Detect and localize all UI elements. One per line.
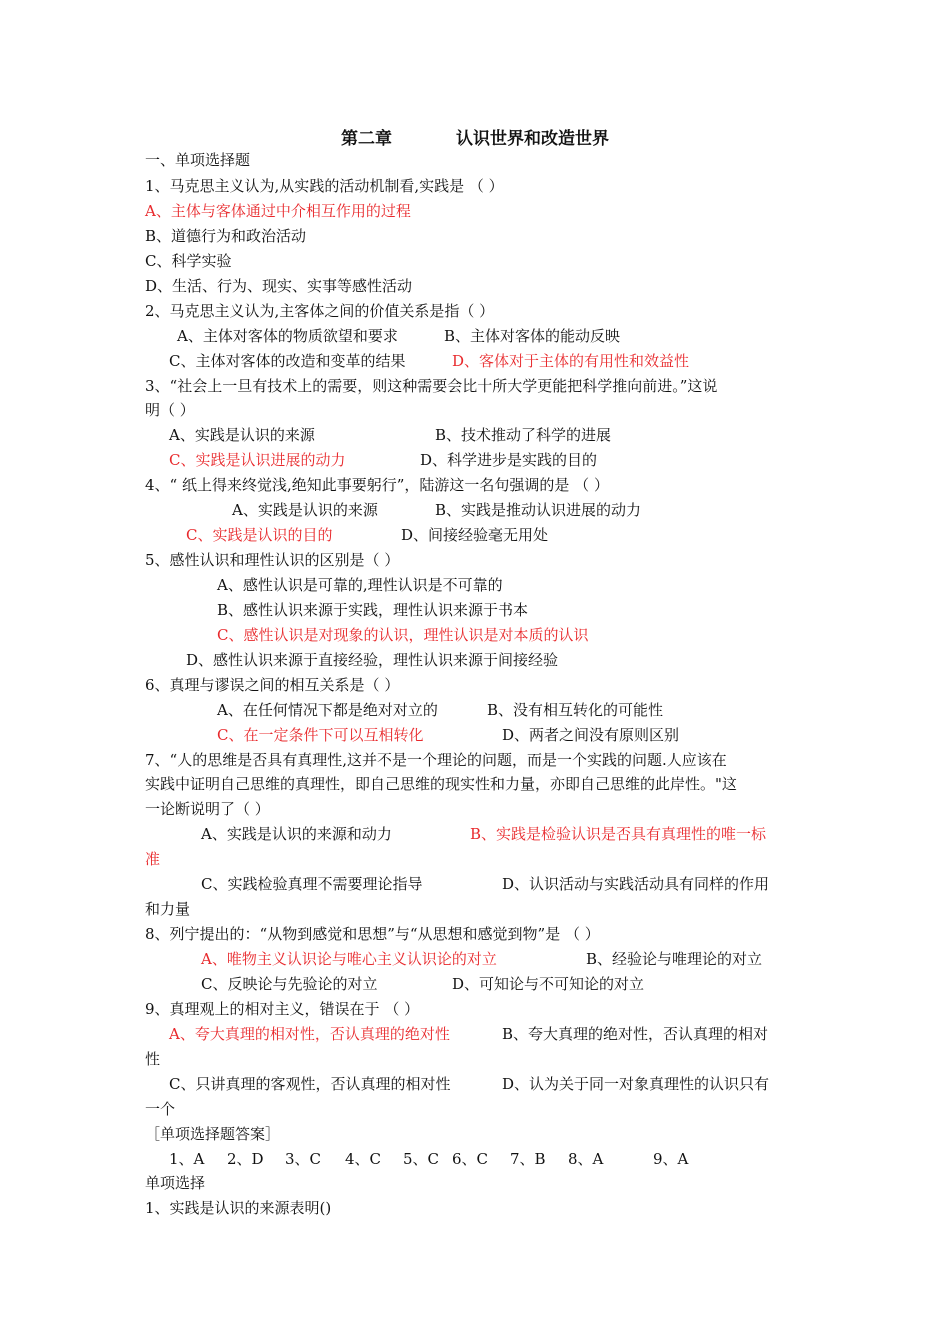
question-5-option-d: D、感性认识来源于直接经验，理性认识来源于间接经验	[186, 651, 559, 669]
question-3-option-a: A、实践是认识的来源	[169, 426, 315, 444]
answer-item: 4、C	[345, 1150, 382, 1168]
question-6-option-b: B、没有相互转化的可能性	[487, 701, 664, 719]
answer-item: 3、C	[285, 1150, 322, 1168]
question-2-option-c: C、主体对客体的改造和变革的结果	[169, 352, 406, 370]
question-6-option-c: C、在一定条件下可以互相转化	[217, 726, 424, 744]
question-7-option-c: C、实践检验真理不需要理论指导	[201, 875, 423, 893]
question-8-option-c: C、反映论与先验论的对立	[201, 975, 378, 993]
question-7-stem-line-2: 实践中证明自己思维的真理性，即自己思维的现实性和力量，亦即自己思维的此岸性。"这	[145, 775, 737, 793]
answer-item: 2、D	[227, 1150, 264, 1168]
question-2-option-d: D、客体对于主体的有用性和效益性	[452, 352, 690, 370]
chapter-name: 认识世界和改造世界	[456, 129, 609, 149]
chapter-title	[0, 124, 950, 149]
question-9-option-d-line-1: D、认为关于同一对象真理性的认识只有	[502, 1075, 770, 1093]
question-7-option-b-line-2: 准	[145, 850, 161, 868]
question-8-option-a: A、唯物主义认识论与唯心主义认识论的对立	[201, 950, 497, 968]
question-5-stem: 5、感性认识和理性认识的区别是（ ）	[145, 551, 400, 569]
question-7-stem-line-1: 7、“人的思维是否具有真理性,这并不是一个理论的问题，而是一个实践的问题.人应该在	[145, 751, 727, 769]
question-1-stem: 1、马克思主义认为,从实践的活动机制看,实践是 （ ）	[145, 177, 504, 195]
answer-item: 9、A	[653, 1150, 689, 1168]
question-6-stem: 6、真理与谬误之间的相互关系是（ ）	[145, 676, 400, 694]
question-2-option-a: A、主体对客体的物质欲望和要求	[177, 327, 398, 345]
answer-item: 1、A	[169, 1150, 205, 1168]
question-9-option-b-line-1: B、夸大真理的绝对性，否认真理的相对	[502, 1025, 769, 1043]
question-7-option-d-line-2: 和力量	[145, 900, 191, 918]
question-3-stem-line-1: 3、“社会上一旦有技术上的需要，则这种需要会比十所大学更能把科学推向前进。”这说	[145, 377, 718, 395]
question-7-option-d-line-1: D、认识活动与实践活动具有同样的作用	[502, 875, 770, 893]
question-1-option-d: D、生活、行为、现实、实事等感性活动	[145, 277, 413, 295]
answer-item: 6、C	[452, 1150, 489, 1168]
question-7-stem-line-3: 一论断说明了（ ）	[145, 800, 270, 818]
question-9-option-c: C、只讲真理的客观性，否认真理的相对性	[169, 1075, 451, 1093]
answer-item: 5、C	[403, 1150, 440, 1168]
question-6-option-a: A、在任何情况下都是绝对对立的	[217, 701, 438, 719]
question-4-option-c: C、实践是认识的目的	[186, 526, 333, 544]
question-1-option-b: B、道德行为和政治活动	[145, 227, 307, 245]
question-7-option-a: A、实践是认识的来源和动力	[201, 825, 392, 843]
question-3-option-c: C、实践是认识进展的动力	[169, 451, 346, 469]
question-5-option-a: A、感性认识是可靠的,理性认识是不可靠的	[217, 576, 503, 594]
chapter-number: 第二章	[341, 129, 392, 149]
question-3-option-d: D、科学进步是实践的目的	[420, 451, 598, 469]
question-9-option-b-line-2: 性	[145, 1050, 161, 1068]
question-4-option-a: A、实践是认识的来源	[232, 501, 378, 519]
question-8-option-d: D、可知论与不可知论的对立	[452, 975, 645, 993]
question-9-option-d-line-2: 一个	[145, 1100, 176, 1118]
question-6-option-d: D、两者之间没有原则区别	[502, 726, 680, 744]
section-heading: 一、单项选择题	[145, 151, 251, 169]
question-2-stem: 2、马克思主义认为,主客体之间的价值关系是指（ ）	[145, 302, 495, 320]
question-1-option-a: A、主体与客体通过中介相互作用的过程	[145, 202, 411, 220]
question-4-option-b: B、实践是推动认识进展的动力	[435, 501, 642, 519]
question-9-stem: 9、真理观上的相对主义，错误在于 （ ）	[145, 1000, 420, 1018]
answer-item: 7、B	[510, 1150, 546, 1168]
next-question-1-stem: 1、实践是认识的来源表明()	[145, 1199, 332, 1217]
answers-heading: ［单项选择题答案］	[145, 1125, 281, 1143]
question-8-option-b: B、经验论与唯理论的对立	[586, 950, 763, 968]
question-9-option-a: A、夸大真理的相对性，否认真理的绝对性	[169, 1025, 450, 1043]
next-section-heading: 单项选择	[145, 1174, 206, 1192]
answer-item: 8、A	[568, 1150, 604, 1168]
question-4-stem: 4、“ 纸上得来终觉浅,绝知此事要躬行”，陆游这一名句强调的是 （ ）	[145, 476, 609, 494]
question-3-stem-line-2: 明（ ）	[145, 401, 195, 419]
question-7-option-b-line-1: B、实践是检验认识是否具有真理性的唯一标	[470, 825, 767, 843]
question-8-stem: 8、列宁提出的：“从物到感觉和思想”与“从思想和感觉到物”是 （ ）	[145, 925, 600, 943]
question-5-option-c: C、感性认识是对现象的认识，理性认识是对本质的认识	[217, 626, 589, 644]
question-2-option-b: B、主体对客体的能动反映	[444, 327, 621, 345]
question-3-option-b: B、技术推动了科学的进展	[435, 426, 612, 444]
question-1-option-c: C、科学实验	[145, 252, 232, 270]
question-4-option-d: D、间接经验毫无用处	[401, 526, 549, 544]
question-5-option-b: B、感性认识来源于实践，理性认识来源于书本	[217, 601, 529, 619]
